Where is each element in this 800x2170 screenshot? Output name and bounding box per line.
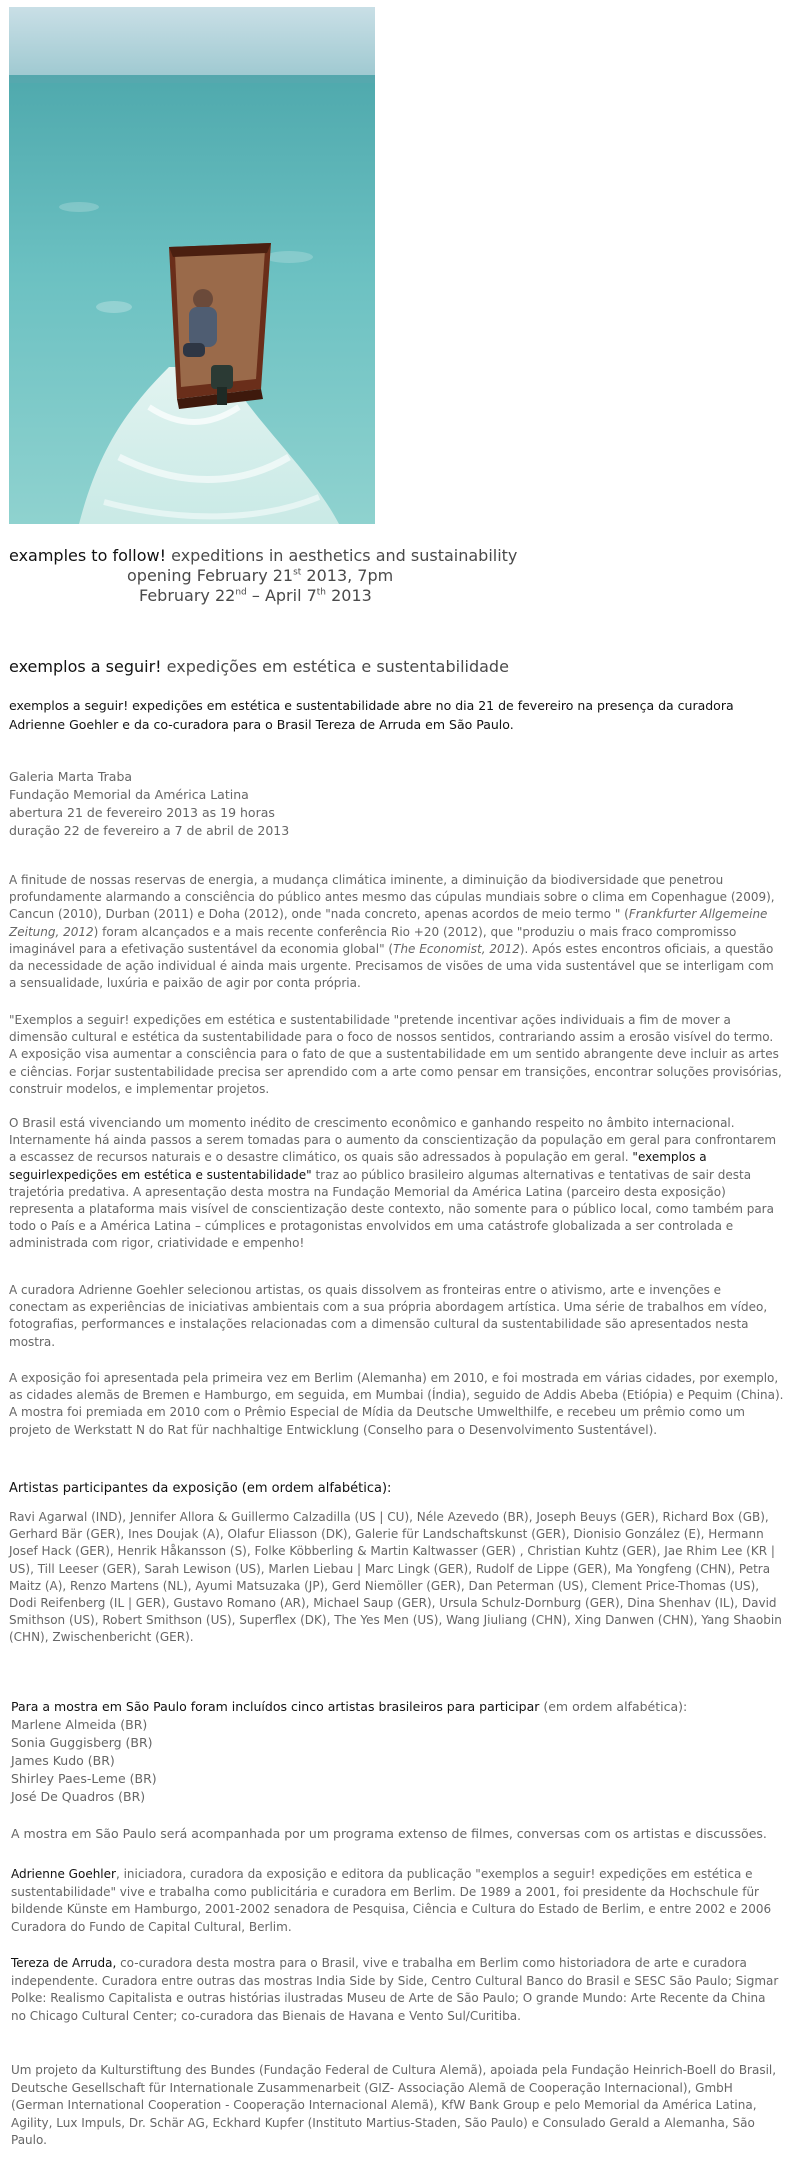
brazilian-artist: José De Quadros (BR) (11, 1789, 146, 1804)
venue-opening: abertura 21 de fevereiro 2013 as 19 horas (9, 805, 275, 820)
sponsors-paragraph: Um projeto da Kulturstiftung des Bundes (Fundação Federal de Cultura Alemã), apoiada pela Fundação Heinrich-Boell do Brasil, Deutsche Gesellschaft für Internationale Zusammenarbeit (GIZ- Associação Alemã de Cooperação Internacional), GmbH (German International Cooperation - Cooperação Internacional Alemã), KfW Bank Group e pelo Memorial da América Latina, Agility, Lux Impuls, Dr. Schär AG, Eckhard Kupfer (Instituto Martius-Staden, São Paulo) e Consulado Gerald a Alemanha, São Paulo. (11, 2063, 777, 2147)
paragraph-exhibition-history: A exposição foi apresentada pela primeira vez em Berlim (Alemanha) em 2010, e foi mostrada em várias cidades, por exemplo, as cidades alemãs de Bremen e Hamburgo, em seguida, em Mumbai (Índia), seguido de Addis Abeba (Etiópia) e Pequim (China). A mostra foi premiada em 2010 com o Prêmio Especial de Mídia da Deutsche Umwelthilfe, e recebeu um prêmio como um projeto de Werkstatt N do Rat für nachhaltige Entwicklung (Conselho para o Desenvolvimento Sustentável). (9, 1371, 784, 1437)
brazilian-artist: Sonia Guggisberg (BR) (11, 1735, 153, 1750)
brazilian-artists-block (11, 1698, 781, 1843)
program-note: A mostra em São Paulo será acompanhada por um programa extenso de filmes, conversas com os artistas e discussões. (11, 1826, 767, 1841)
profile-arruda: Tereza de Arruda, co-curadora desta mostra para o Brasil, vive e trabalha em Berlim como historiadora de arte e curadora independente. Curadora entre outras das mostras India Side by Side, Centro Cultural Banco do Brasil e SESC São Paulo; Sigmar Polke: Realismo Capitalista e outras histórias ilustradas Museu de Arte de São Paulo; O grande Mundo: Arte Recente da China no Chicago Cultural Center; co-curadora das Bienais de Havana e Vento Sul/Curitiba. (11, 1956, 779, 2023)
paragraph-brazil: O Brasil está vivenciando um momento inédito de crescimento econômico e ganhando respeito no âmbito internacional. Internamente há ainda passos a serem tomadas para o aumento da conscientização da população em geral para confrontarem a escassez de recursos naturais e o desastre climático, os quais são adressados à população em geral. "exemplos a seguirlexpedições em estética e sustentabilidade" traz ao público brasileiro algumas alternativas e tentativas de sair desta trajetória predativa. A apresentação desta mostra na Fundação Memorial da América Latina (parceiro desta exposição) representa a plataforma mais visível de conscientização deste contexto, não somente para o público local, como também para todo o País e a América Latina – cúmplices e protagonistas envolvidos em uma catástrofe globalizada a ser controlada e administrada com rigor, criatividade e empenho! (9, 1116, 777, 1251)
brazilian-artists-heading: Para a mostra em São Paulo foram incluídos cinco artistas brasileiros para participar (em ordem alfabética): (11, 1699, 688, 1714)
intro-paragraph: exemplos a seguir! expedições em estética e sustentabilidade abre no dia 21 de fevereiro na presença da curadora Adrienne Goehler e da co-curadora para o Brasil Tereza de Arruda em São Paulo. (9, 698, 734, 732)
paragraph-context: A finitude de nossas reservas de energia, a mudança climática iminente, a diminuição da biodiversidade que penetrou profundamente alarmando a consciência do público antes mesmo das cúpulas mundiais sobre o clima em Copenhague (2009), Cancun (2010), Durban (2011) e Doha (2012), onde "nada concreto, apenas acordos de meio termo " (Frankfurter Allgemeine Zeitung, 2012) foram alcançados e a mais recente conferência Rio +20 (2012), que "produziu o mais fraco compromisso imaginável para a efetivação sustentável da economia global" (The Economist, 2012). Após estes encontros oficiais, a questão da necessidade de ação individual é ainda mais urgente. Precisamos de visões de uma vida sustentável que se interligam com a sensualidade, luxúria e paixão de agir por conta própria. (9, 873, 775, 991)
brazilian-artist: James Kudo (BR) (11, 1753, 115, 1768)
venue-info (9, 768, 289, 840)
profile-goehler: Adrienne Goehler, iniciadora, curadora da exposição e editora da publicação "exemplos a seguir! expedições em estética e sustentabilidade" vive e trabalha como publicitária e curadora em Berlim. De 1989 a 2001, foi presidente da Hochschule für bildende Künste em Hamburgo, 2001-2002 senadora de Pesquisa, Ciência e Cultura do Estado de Berlim, e entre 2002 e 2006 Curadora do Fundo de Capital Cultural, Berlim. (11, 1867, 772, 1934)
run-dates-line: February 22nd – April 7th 2013 (139, 586, 372, 605)
brazilian-artist: Marlene Almeida (BR) (11, 1717, 148, 1732)
venue-duration: duração 22 de fevereiro a 7 de abril de 2013 (9, 823, 290, 838)
english-title-block (9, 546, 569, 606)
venue-foundation: Fundação Memorial da América Latina (9, 787, 249, 802)
exhibition-title: examples to follow! expeditions in aesthetics and sustainability (9, 546, 518, 565)
paragraph-aims: "Exemplos a seguir! expedições em estética e sustentabilidade "pretende incentivar ações individuais a fim de mover a dimensão cultural e estética da sustentabilidade para o foco de nossos sentidos, contrariando assim a erosão visível do termo. A exposição visa aumentar a consciência para o fato de que a sustentabilidade em um sentido abrangente deve incluir as artes e ciências. Forjar sustentabilidade precisa ser aprendido com a arte como pensar em transições, encontrar soluções provisórias, construir modelos, e implementar projetos. (9, 1013, 782, 1096)
venue-gallery: Galeria Marta Traba (9, 769, 133, 784)
hero-photo (9, 7, 375, 524)
paragraph-curator-selection: A curadora Adrienne Goehler selecionou artistas, os quais dissolvem as fronteiras entre o ativismo, arte e invenções e conectam as experiências de iniciativas ambientais com a sua própria abordagem artística. Uma série de trabalhos em vídeo, fotografias, performances e instalações relacionadas com a dimensão cultural da sustentabilidade são apresentados nesta mostra. (9, 1283, 768, 1349)
brazilian-artist: Shirley Paes-Leme (BR) (11, 1771, 157, 1786)
artists-heading: Artistas participantes da exposição (em ordem alfabética): (9, 1481, 392, 1496)
artists-list: Ravi Agarwal (IND), Jennifer Allora & Guillermo Calzadilla (US | CU), Néle Azevedo (BR), Joseph Beuys (GER), Richard Box (GB), Gerhard Bär (GER), Ines Doujak (A), Olafur Eliasson (DK), Galerie für Landschaftskunst (GER), Dionisio González (E), Hermann Josef Hack (GER), Henrik Håkansson (S), Folke Köbberling & Martin Kaltwasser (GER) , Christian Kuhtz (GER), Jae Rhim Lee (KR | US), Till Leeser (GER), Sarah Lewison (US), Marlen Liebau | Marc Lingk (GER), Rudolf de Lippe (GER), Ma Yongfeng (CHN), Petra Maitz (A), Renzo Martens (NL), Ayumi Matsuzaka (JP), Gerd Niemöller (GER), Dan Peterman (US), Clement Price-Thomas (US), Dodi Reifenberg (IL | GER), Gustavo Romano (AR), Michael Saup (GER), Ursula Schulz-Dornburg (GER), Dina Shenhav (IL), David Smithson (US), Robert Smithson (US), Superflex (DK), The Yes Men (US), Wang Jiuliang (CHN), Xing Danwen (CHN), Yang Shaobin (CHN), Zwischenbericht (GER). (9, 1510, 782, 1645)
opening-line: opening February 21st 2013, 7pm (127, 566, 394, 585)
boat-shape (169, 243, 271, 409)
portuguese-title: exemplos a seguir! expedições em estética e sustentabilidade (9, 657, 509, 676)
